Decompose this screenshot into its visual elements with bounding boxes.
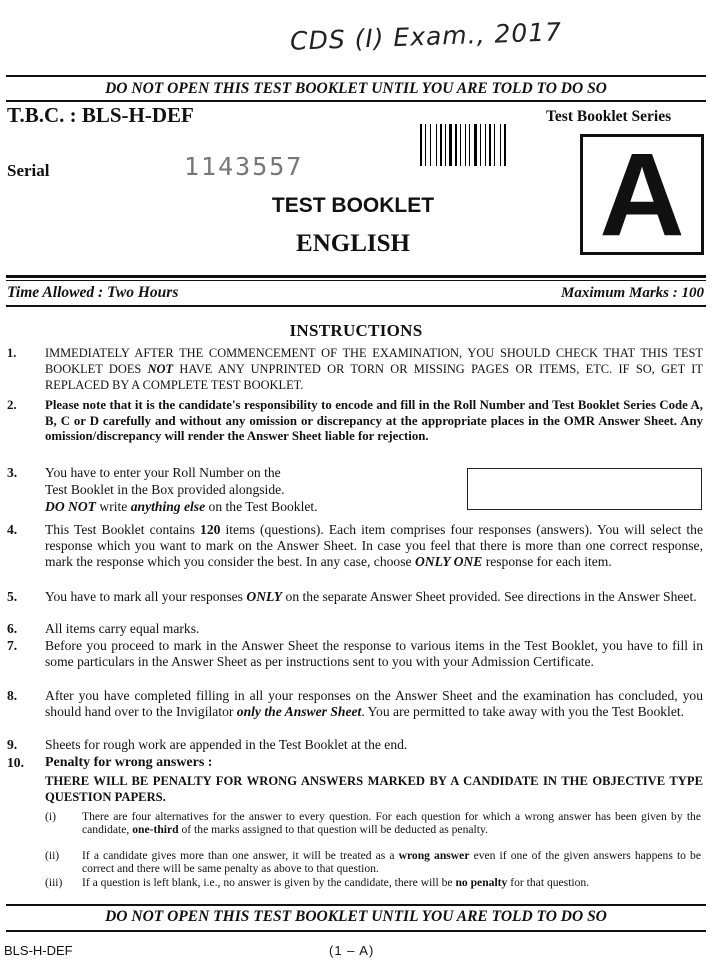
time-allowed: Time Allowed : Two Hours [7,284,179,301]
instruction-number: 2. [7,398,17,412]
emphasis-text: ONLY [246,589,283,604]
penalty-heading: Penalty for wrong answers : [45,755,213,770]
maximum-marks: Maximum Marks : 100 [561,285,704,301]
tbc-code: T.B.C. : BLS-H-DEF [7,103,194,127]
penalty-rule-2 [45,849,701,875]
instruction-text: write [95,499,131,514]
penalty-rule-1 [45,810,701,836]
emphasis-text: wrong answer [398,849,470,862]
emphasis-text: one-third [132,823,179,836]
instruction-text: Before you proceed to mark in the Answer Sheet the response to various items in the Test Booklet, you have to fill in some particulars in the Answer Sheet as per instructions sent to you with your Admission Certificate. [45,638,703,669]
sub-text: There are four alternatives for the answer to every question. For each question for which a wrong answer has been given by the candidate, [82,810,701,836]
instruction-number: 1. [7,346,17,360]
roll-number-box [467,468,702,510]
instructions-title: INSTRUCTIONS [289,321,423,340]
instruction-text: Please note that it is the candidate's responsibility to encode and fill in the Roll Number and Test Booklet Series Code A, B, C or D carefully and without any omission or discrepancy at the appropriate places in the OMR Answer Sheet. Any omission/discrepancy will render the Answer Sheet liable for rejection. [45,398,703,443]
instruction-9 [7,737,703,753]
instruction-10 [7,755,703,805]
instruction-text: IMMEDIATELY AFTER THE COMMENCEMENT OF THE EXAMINATION, YOU SHOULD CHECK THAT THIS TEST BOOKLET DOES [45,346,703,376]
barcode-image [420,124,510,166]
instruction-number: 6. [7,621,18,636]
sub-text: even if one of the given answers happens to be correct and there will be same penalty as above to that question. [82,849,701,875]
series-label: Test Booklet Series [546,108,672,125]
instruction-1 [7,345,703,393]
sub-text: of the marks assigned to that question will be deducted as penalty. [178,823,488,836]
serial-number: 1143557 [184,152,304,181]
instruction-number: 10. [7,755,24,770]
booklet-title: TEST BOOKLET [271,194,435,217]
serial-label: Serial [7,161,50,180]
footer-code: BLS-H-DEF [4,943,73,958]
emphasis-text: NOT [147,362,174,376]
subject-title: ENGLISH [296,230,410,257]
warning-bottom: DO NOT OPEN THIS TEST BOOKLET UNTIL YOU ARE TOLD TO DO SO [105,908,607,925]
instruction-text: All items carry equal marks. [45,621,200,636]
emphasis-text: DO NOT [45,499,96,514]
instruction-text: items (questions). Each item comprises four responses (answers). You will select the response which you want to mark on the Answer Sheet. In case you feel that there is more than one correct response, mark the response which you consider the best. In any case, choose [45,522,703,569]
sub-number: (ii) [45,849,60,862]
instruction-6 [7,621,703,637]
sub-text: for that question. [507,876,590,889]
instruction-line: Test Booklet in the Box provided alongside. [45,482,285,497]
emphasis-text: anything else [130,499,206,514]
instruction-text: on the separate Answer Sheet provided. See directions in the Answer Sheet. [282,589,697,604]
instruction-number: 8. [7,688,18,703]
warning-top: DO NOT OPEN THIS TEST BOOKLET UNTIL YOU ARE TOLD TO DO SO [105,80,607,97]
handwritten-note: CDS (I) Exam., 2017 [289,17,563,56]
instruction-number: 9. [7,737,18,752]
emphasis-text: no penalty [455,876,508,889]
emphasis-text: 120 [200,522,221,537]
band-rule-bottom [6,305,706,307]
bottom-rule [6,904,706,906]
page-number: (1 – A) [329,943,375,958]
penalty-rule-3 [45,876,701,889]
instruction-number: 3. [7,465,18,480]
instruction-2 [7,398,703,445]
sub-number: (iii) [45,876,63,889]
series-letter: A [599,128,685,261]
instruction-text-cont: HAVE ANY UNPRINTED OR TORN OR MISSING PAGES OR ITEMS, ETC. IF SO, GET IT REPLACED BY A COMPLETE TEST BOOKLET. [45,362,703,392]
sub-text: If a candidate gives more than one answer, it will be treated as a [82,849,399,862]
top-rule [6,75,706,77]
bottom-rule-2 [6,930,706,932]
top-rule-2 [6,100,706,102]
penalty-statement: THERE WILL BE PENALTY FOR WRONG ANSWERS MARKED BY A CANDIDATE IN THE OBJECTIVE TYPE QUESTION PAPERS. [45,774,703,804]
instruction-7 [7,638,703,670]
instruction-text: Sheets for rough work are appended in the Test Booklet at the end. [45,737,408,752]
band-rule-top-2 [6,280,706,281]
emphasis-text: only the Answer Sheet [236,704,362,719]
instruction-text: response for each item. [482,554,612,569]
instruction-number: 5. [7,589,18,604]
instruction-4 [7,522,703,570]
instruction-number: 4. [7,522,18,537]
instruction-line: You have to enter your Roll Number on the [45,465,281,480]
sub-text: If a question is left blank, i.e., no answer is given by the candidate, there will be [82,876,456,889]
instruction-text: . You are permitted to take away with you the Test Booklet. [361,704,685,719]
band-rule-top [6,275,706,278]
instruction-8 [7,688,703,720]
instruction-text: on the Test Booklet. [205,499,318,514]
instruction-text: This Test Booklet contains [45,522,201,537]
series-letter-box [580,128,704,261]
sub-number: (i) [45,810,56,823]
instruction-text: You have to mark all your responses [45,589,247,604]
emphasis-text: ONLY ONE [414,554,483,569]
instruction-5 [7,589,703,605]
instruction-text: After you have completed filling in all your responses on the Answer Sheet and the examination has concluded, you should hand over to the Invigilator [45,688,703,719]
instruction-number: 7. [7,638,18,653]
